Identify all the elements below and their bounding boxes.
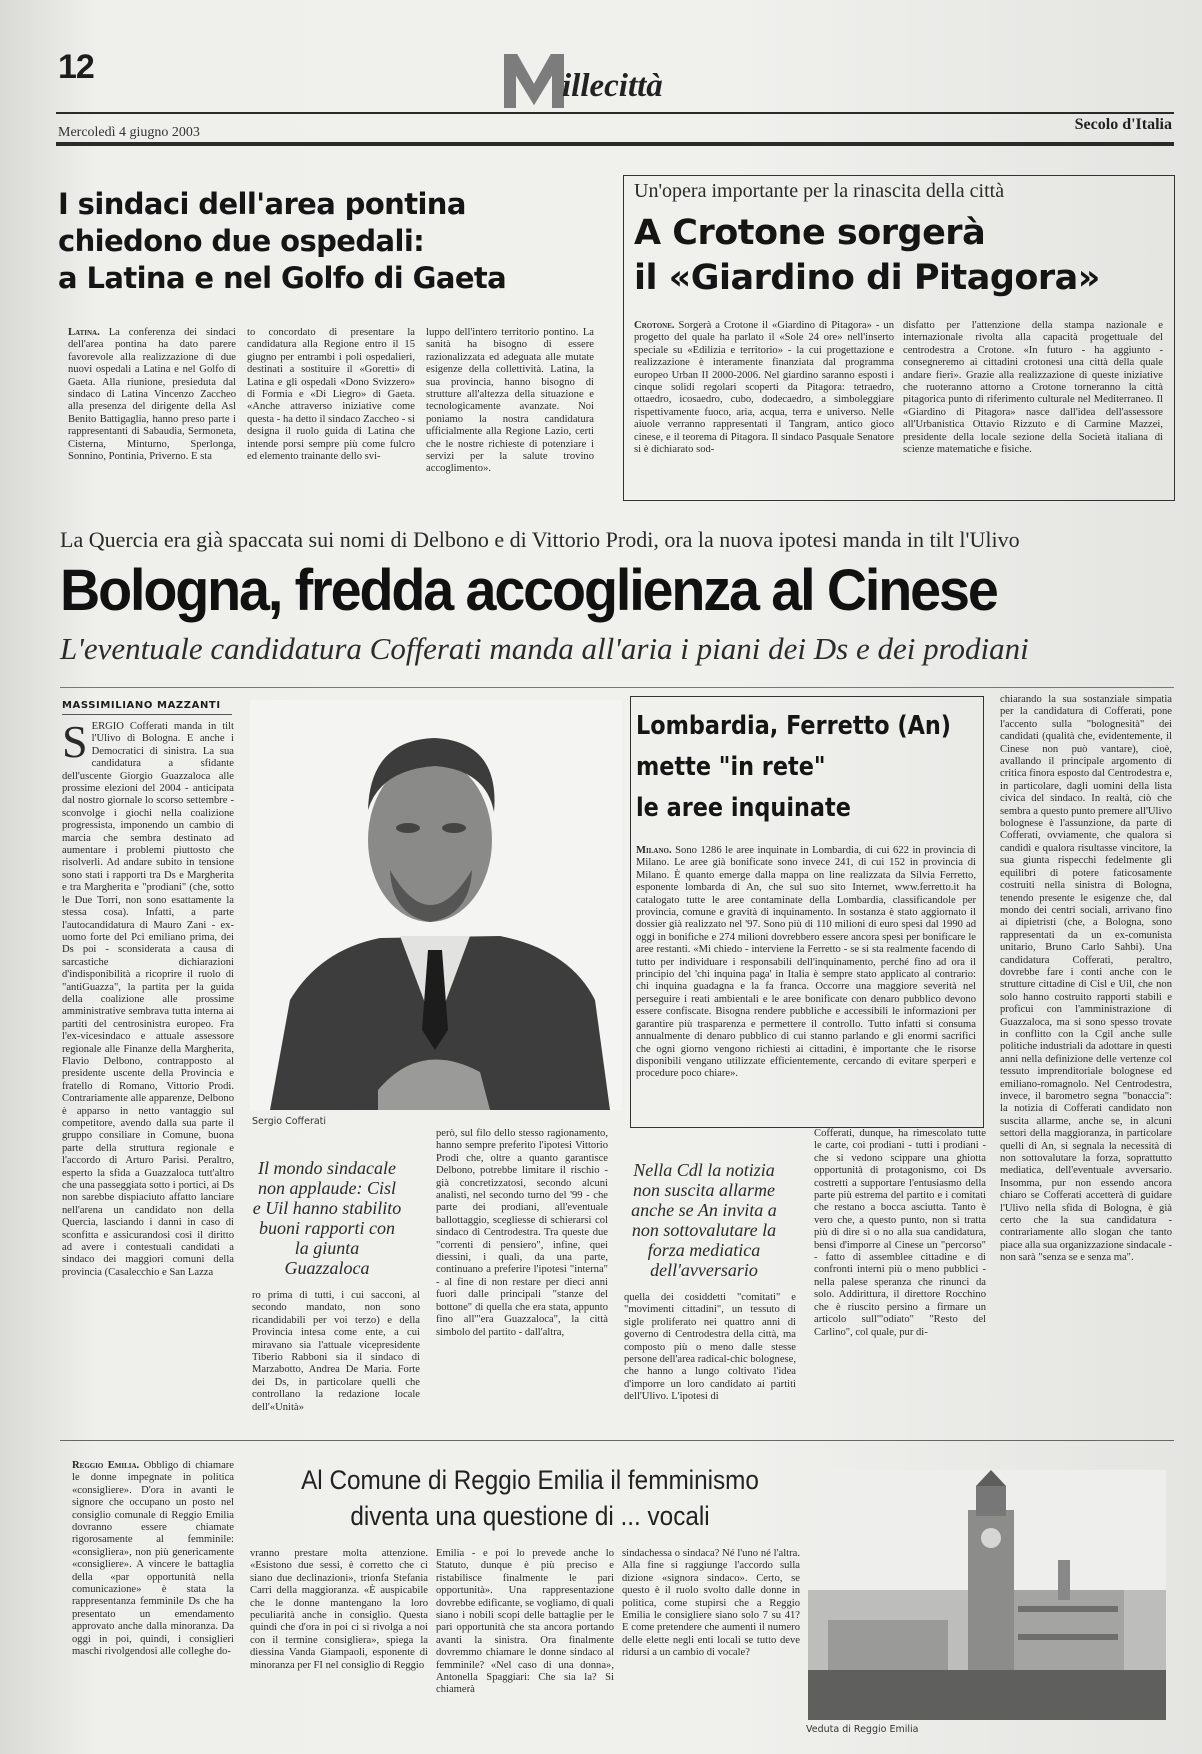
reggio-headline-line2: diventa una questione di ... vocali [350, 1501, 710, 1531]
latina-column-2: to concordato di presentare la candidatura alla Regione entro il 15 giugno per entrambi i poli ospedalieri, destinati a sostituire il «Goretti» di Latina e gli ospedali «Dono Svizzero» di Formia e «Di Liegro» di Gaeta. «Anche attraverso iniziative come questa - ha detto il sindaco Zaccheo - si designa il ruolo guida di Latina che intende porsi sempre più come fulcro ed elemento trainante dello svi- [247, 327, 415, 463]
issue-date: Mercoledì 4 giugno 2003 [58, 125, 200, 140]
main-overline: La Quercia era già spaccata sui nomi di Delbono e di Vittorio Prodi, ora la nuova ipotesi manda in tilt l'Ulivo [60, 527, 1020, 552]
masthead: Secolo d'Italia [1074, 116, 1172, 133]
reggio-caption: Veduta di Reggio Emilia [806, 1724, 919, 1735]
subtitle-rule [60, 687, 1174, 688]
byline-rule [62, 714, 232, 715]
reggio-column-1 [72, 1460, 234, 1725]
crotone-overline: Un'opera importante per la rinascita della città [634, 180, 1005, 202]
reggio-headline [278, 1462, 782, 1534]
main-headline: Bologna, fredda accoglienza al Cinese [60, 558, 997, 623]
main-column-2: ro prima di tutti, i cui sacconi, al secondo mandato, non sono ricandidabili per voi terzo) e della Provincia intesa come ente, a cui miravano sia l'attuale vicepresidente Tiberio Rabboni sia il sindaco di Marzabotto, Andrea De Maria. Forte dei Ds, in particolare quelli che controllano la redazione locale dell'«Unità» [252, 1290, 420, 1413]
latina-column-1 [68, 327, 236, 491]
main-column-6: chiarando la sua sostanziale simpatia per la candidatura di Cofferati, pone l'accento sulla "bolognesità" dei candidati (qualità che, evidentemente, il Cinese non può vantare), cioè, avallando il principale argomento di critica finora esposto dal Centrodestra e, in particolare, dagli uomini della lista civica del sindaco. In realtà, ciò che sembra a questo punto premere all'Ulivo bolognese è l'assunzione, da parte di Cofferati, ovviamente, che qualora si candidi e qualora risultasse vincitore, la sua giunta rispecchi fedelmente gli equilibri di potere faticosamente costruiti nella sinistra di Bologna, tenendo presente le esigenze che, dal mondo dei centri sociali, arrivano fino ai dipietristi (che, a Bologna, sono rappresentati da un ex-comunista unitario, Bruno Carlo Sahbi). Una candidatura Cofferati, peraltro, dovrebbe fare i conti anche con le strutture cittadine di Cisl e Uil, che non solo hanno costruito rapporti stabili e proficui con l'amministrazione di Guazzaloca, ma si sono spesso trovate in conflitto con la Cgil anche sulle politiche industriali da adottare in questi anni nella definizione delle vertenze col tessuto imprenditoriale bolognese ed emiliano-romagnolo. Nel Centrodestra, invece, il barometro segna "bonaccia": la notizia di Cofferati candidato non suscita allarme, anche se, in alcuni settori della maggioranza, in particolare quelli di An, si segnala la necessità di non sottovalutare la forza, soprattutto mediatica, dell'eventuale avversario. Insomma, pur non essendo ancora chiaro se Cofferati accetterà di guidare l'Ulivo nella sfida di Bologna, è già certo che la sua candidatura - contrariamente allo slogan che tanto piace alla sua organizzazione sindacale - non sarà "senza se e senza ma". [1000, 694, 1172, 1264]
latina-column-3: luppo dell'intero territorio pontino. La sanità ha bisogno di essere razionalizzata ed adeguata alle mutate esigenze della collettività. Latina, la sua provincia, hanno bisogno di strutture all'altezza della situazione e tecnologicamente avanzate. Noi poniamo la nostra candidatura ufficialmente alla Regione Lazio, certi che le nostre richieste di potenziare i servizi per la salute trovino accoglimento». [426, 327, 594, 475]
header-rule-bottom [56, 142, 1174, 146]
header-rule-top [56, 112, 1174, 114]
main-dropcap: S [62, 721, 88, 767]
lombardia-body-text: Sono 1286 le aree inquinate in Lombardia, di cui 622 in provincia di Milano. Le aree già bonificate sono invece 241, di cui 152 in provincia di Milano. È quanto emerge dalla mappa on line realizzata da Silvia Ferretto, esponente lombarda di An, che sul suo sito Internet, www.ferretto.it ha catalogato tutte le aree contaminate della Lombardia, classificandole per provincia, comune e gravità di inquinamento. In sostanza è stato aggiornato il dossier già realizzato nel '97. Sono più di 110 milioni di euro spesi dal 1990 ad oggi in bonifiche e 274 milioni dovrebbero essere ancora spesi per bonificare le aree restanti. «Mi chiedo - interviene la Ferretto - se si sta realmente facendo di tutto per individuare i responsabili dell'inquinamento, perché fino ad ora il principio del 'chi inquina paga' in Italia è sempre stato applicato al contrario: chi inquina guadagna e la fa franca. Occorre una maggiore severità nel perseguire i reati ambientali e le aree bonificate con denaro pubblico devono essere confiscate. Bisogna rendere pubbliche e accessibili le informazioni per garantire più trasparenza e permettere il controllo. Tutto infatti si consuma annualmente di denaro pubblico di cui stanno parlando e gli enormi sacrifici che ogni giorno vengono richiesti ai cittadini, è importante che le risorse disponibili vengano utilizzate efficientemente, cercando di evitare sperperi e procedure poco chiare». [636, 845, 976, 1080]
lombardia-dateline: Milano. [636, 845, 672, 856]
cofferati-caption: Sergio Cofferati [252, 1116, 327, 1127]
main-column-1-text: ERGIO Cofferati manda in tilt l'Ulivo di Bologna. E anche i Democratici di sinistra. La sua candidatura a sfidante dell'uscente Giorgio Guazzaloca alle prossime elezioni del 2004 - anticipata dal nostro giornale lo scorso settembre - sconvolge i giochi nella coalizione progressista, imponendo un cambio di marcia che sembra destinato ad aumentare i problemi piuttosto che risolverli. Ad andare subito in tensione sono stati i rapporti tra Ds e Margherita e tra Margherita e "prodiani" (che, sotto le Due Torri, non sono esattamente la stessa cosa). Infatti, a parte l'autocandidatura di Mauro Zani - ex-uomo forte del Pci emiliano prima, dei Ds poi - sconsiderata a causa di sarcastiche dichiarazioni d'indisponibilità a ricoprire il ruolo di "antiGuazza", la partita per la guida della coalizione alle prossime amministrative sembrava tutta interna ai partiti del centrosinistra europeo. Fra l'ex-vicesindaco e attuale assessore regionale alle Finanze della Margherita, Flavio Delbono, contrapposto al presidente uscente della Provincia e fratello di Romano, Vittorio Prodi. Contrariamente alle apparenze, Delbono è apparso in netto vantaggio sul competitore, avendo dalla sua parte il gruppo consiliare in Comune, buona parte della struttura regionale e l'accordo di Arturo Parisi. Peraltro, esperto la sfida a Guazzaloca tutt'altro che una passeggiata sotto i portici, ai Ds non sarebbe dispiaciuto affatto lanciare nell'arena un candidato non della Quercia, lasciando i danni in caso di sconfitta e assicurandosi così il diritto ad avere i contestuali candidati a sindaco dei maggiori comuni della provincia (Casalecchio e San Lazza [62, 721, 234, 1278]
page-number: 12 [58, 48, 94, 86]
crotone-column-1 [634, 320, 894, 490]
crotone-headline-line2: il «Giardino di Pitagora» [634, 258, 1100, 298]
reggio-headline-line1: Al Comune di Reggio Emilia il femminismo [301, 1465, 759, 1495]
main-subtitle: L'eventuale candidatura Cofferati manda all'aria i piani dei Ds e dei prodiani [60, 631, 1029, 666]
crotone-column-2: disfatto per l'attenzione della stampa nazionale e internazionale rivolta alla capacità progettuale del centrodestra a Crotone. «In futuro - ha aggiunto - consegneremo ai cittadini crotonesi una città della quale andare fieri». Grazie alla realizzazione di queste iniziative che ruoteranno attorno a Crotone torneranno la città pitagorica punto di riferimento culturale nel Mediterraneo. Il «Giardino di Pitagora» nasce dall'idea dell'assessore all'Urbanistica Ottavio Rizzuto e di Carmine Mazzei, presidente della locale sezione della Società italiana di scienze matematiche e fisiche. [903, 320, 1163, 456]
reggio-top-rule [60, 1440, 1174, 1441]
latina-dateline: Latina. [68, 327, 100, 338]
main-column-5: Cofferati, dunque, ha rimescolato tutte le carte, coi prodiani - tutti i prodiani - che si vedono scippare una ghiotta opportunità di protagonismo, coi Ds costretti a supportare l'entusiasmo della parte più estrema del partito e i comitati che restano a bocca asciutta. Tanto è vero che, a questo punto, non si tratta più di dire sì o no alla sua candidatura, bensì d'imporre al Cinese un "percorso" - fatto di assemblee cittadine e di confronti interni più o meno pubblici - nella palese speranza che rinunci da solo. Addirittura, il direttore Rocchino che è riuscito persino a firmare un articolo sull'"odiato" "Resto del Carlino", col quale, pur di- [814, 1128, 986, 1338]
lombardia-body [636, 845, 976, 1117]
crotone-headline-line1: A Crotone sorgerà [634, 213, 986, 253]
latina-headline-line1: I sindaci dell'area pontina [58, 187, 466, 221]
crotone-dateline: Crotone. [634, 320, 675, 331]
latina-headline [58, 186, 588, 297]
main-column-3: però, sul filo dello stesso ragionamento, hanno sempre preferito l'ipotesi Vittorio Prodi che, oltre a quanto garantisce Delbono, potrebbe limitare il rischio - già concretizzatosi, secondo alcuni analisti, nel secondo turno del '99 - che parte dei prodiani, all'eventuale ballottaggio, scegliesse di schierarsi col sindaco di Centrodestra. Tra queste due "correnti di pensiero", infine, quei diessini, i quali, da una parte, continuano a preferire l'ipotesi "interna" - al fine di non restare per dieci anni fuori dalle principali "stanze del bottone" di quella che era stata, appunto fino all'"era Guazzaloca", la città simbolo del partito - dall'altra, [436, 1128, 608, 1338]
cofferati-photo [250, 700, 622, 1110]
main-column-4: quella dei cosiddetti "comitati" e "movimenti cittadini", un tessuto di sigle proliferato nei quattro anni di governo di Centrodestra della città, ma composto più o meno dalle stesse persone dell'area radical-chic bolognese, che hanno a lungo coltivato l'idea d'imporre un loro candidato ai partiti dell'Ulivo. L'ipotesi di [624, 1292, 796, 1403]
reggio-cityscape [808, 1470, 1166, 1720]
cofferati-portrait [250, 700, 622, 1110]
latina-headline-line2: chiedono due ospedali: [58, 224, 425, 258]
reggio-column-3: Emilia - e poi lo prevede anche lo Statuto, dunque è più preciso e ristabilisce finalmente le pari opportunità». Una rappresentazione dovrebbe edificante, se vogliamo, di quali siano i nobili scopi delle battaglie per le pari opportunità che sta ancora portando avanti la sinistra. Ora finalmente dovremmo chiamare le donne sindaco al femminile? «Nel caso di una donna», Antonella Spaggiari: Che sia la? Si chiamerà [436, 1548, 614, 1696]
pull-quote-1: Il mondo sindacale non applaude: Cisl e Uil hanno stabilito buoni rapporti con la giunta Guazzaloca [252, 1158, 402, 1278]
main-column-1 [62, 721, 234, 1571]
crotone-column-1-text: Sorgerà a Crotone il «Giardino di Pitagora» - un progetto del quale ha parlato il «Sole 24 ore» nell'inserto speciale su «Edilizia e territorio» - la cui progettazione e realizzazione è interamente finanziata dal programma europeo Urban II 2000-2006. Nel giardino saranno esposti i cinque solidi regolari scoperti da Pitagora: tetraedro, ottaedro, icosaedro, cubo, dodecaedro, a simboleggiare rispettivamente fuoco, aria, acqua, terra e universo. Nelle aiuole verranno rappresentati il Tangram, antico gioco cinese, e il teorema di Pitagora. Il sindaco Pasquale Senatore si è dichiarato sod- [634, 320, 894, 456]
pull-quote-2: Nella Cdl la notizia non suscita allarme anche se An invita a non sottovalutare la forza mediatica dell'avversario [631, 1160, 777, 1280]
latina-headline-line3: a Latina e nel Golfo di Gaeta [58, 261, 507, 295]
reggio-column-2: vranno prestare molta attenzione. «Esistono due sessi, è corretto che ci siano due declinazioni», trionfa Stefania Carri della maggioranza. «È auspicabile che le donne mantengano la loro peculiarità anche in consiglio. Questa quindi che d'ora in poi ci si rivolga a noi con il termine consigliera», spiega la diessina Vanda Giampaoli, esponente di minoranza per FI nel consiglio di Reggio [250, 1548, 428, 1671]
lombardia-headline-line2: mette "in rete" [636, 752, 826, 782]
section-name: illecittà [562, 68, 663, 104]
reggio-photo [808, 1470, 1166, 1720]
latina-column-1-text: La conferenza dei sindaci dell'area pontina ha dato parere favorevole alla realizzazione di due nuovi ospedali a Latina e nel Golfo di Gaeta. Alla riunione, presieduta dal sindaco di Latina Vincenzo Zaccheo alla presenza del dirigente della Asl Benito Battigaglia, hanno preso parte i rappresentanti di Sabaudia, Sermoneta, Cisterna, Minturno, Sperlonga, Sonnino, Pontinia, Priverno. E sta [68, 327, 236, 463]
reggio-column-4: sindachessa o sindaca? Né l'uno né l'altra. Alla fine si raggiunge l'accordo sulla dizione «signora sindaco». Certo, se questo è il ruolo svolto dalle donne in politica, come stupirsi che a Reggio Emilia le consigliere siano solo 7 su 41? E come pretendere che aumenti il numero delle elette negli enti locali se tutto deve ridursi a un cambio di vocale? [622, 1548, 800, 1659]
lombardia-headline-line1: Lombardia, Ferretto (An) [636, 711, 952, 741]
reggio-dateline: Reggio Emilia. [72, 1460, 140, 1471]
lombardia-headline-line3: le aree inquinate [636, 793, 851, 823]
reggio-column-1-text: Obbligo di chiamare le donne impegnate in politica «consigliere». D'ora in avanti le signore che occupano un posto nel consiglio comunale di Reggio Emilia dovranno essere chiamate rigorosamente al femminile: «consigliera», non più genericamente «consigliere». A vincere le battaglia della «par opportunità nella comunicazione» è stata la rappresentanza femminile Ds che ha presentato un emendamento approvato anche dalla minoranza. Da oggi in poi, quindi, i consiglieri maschi rivolgendosi alle colleghe do- [72, 1460, 234, 1658]
main-byline: MASSIMILIANO MAZZANTI [62, 700, 221, 711]
